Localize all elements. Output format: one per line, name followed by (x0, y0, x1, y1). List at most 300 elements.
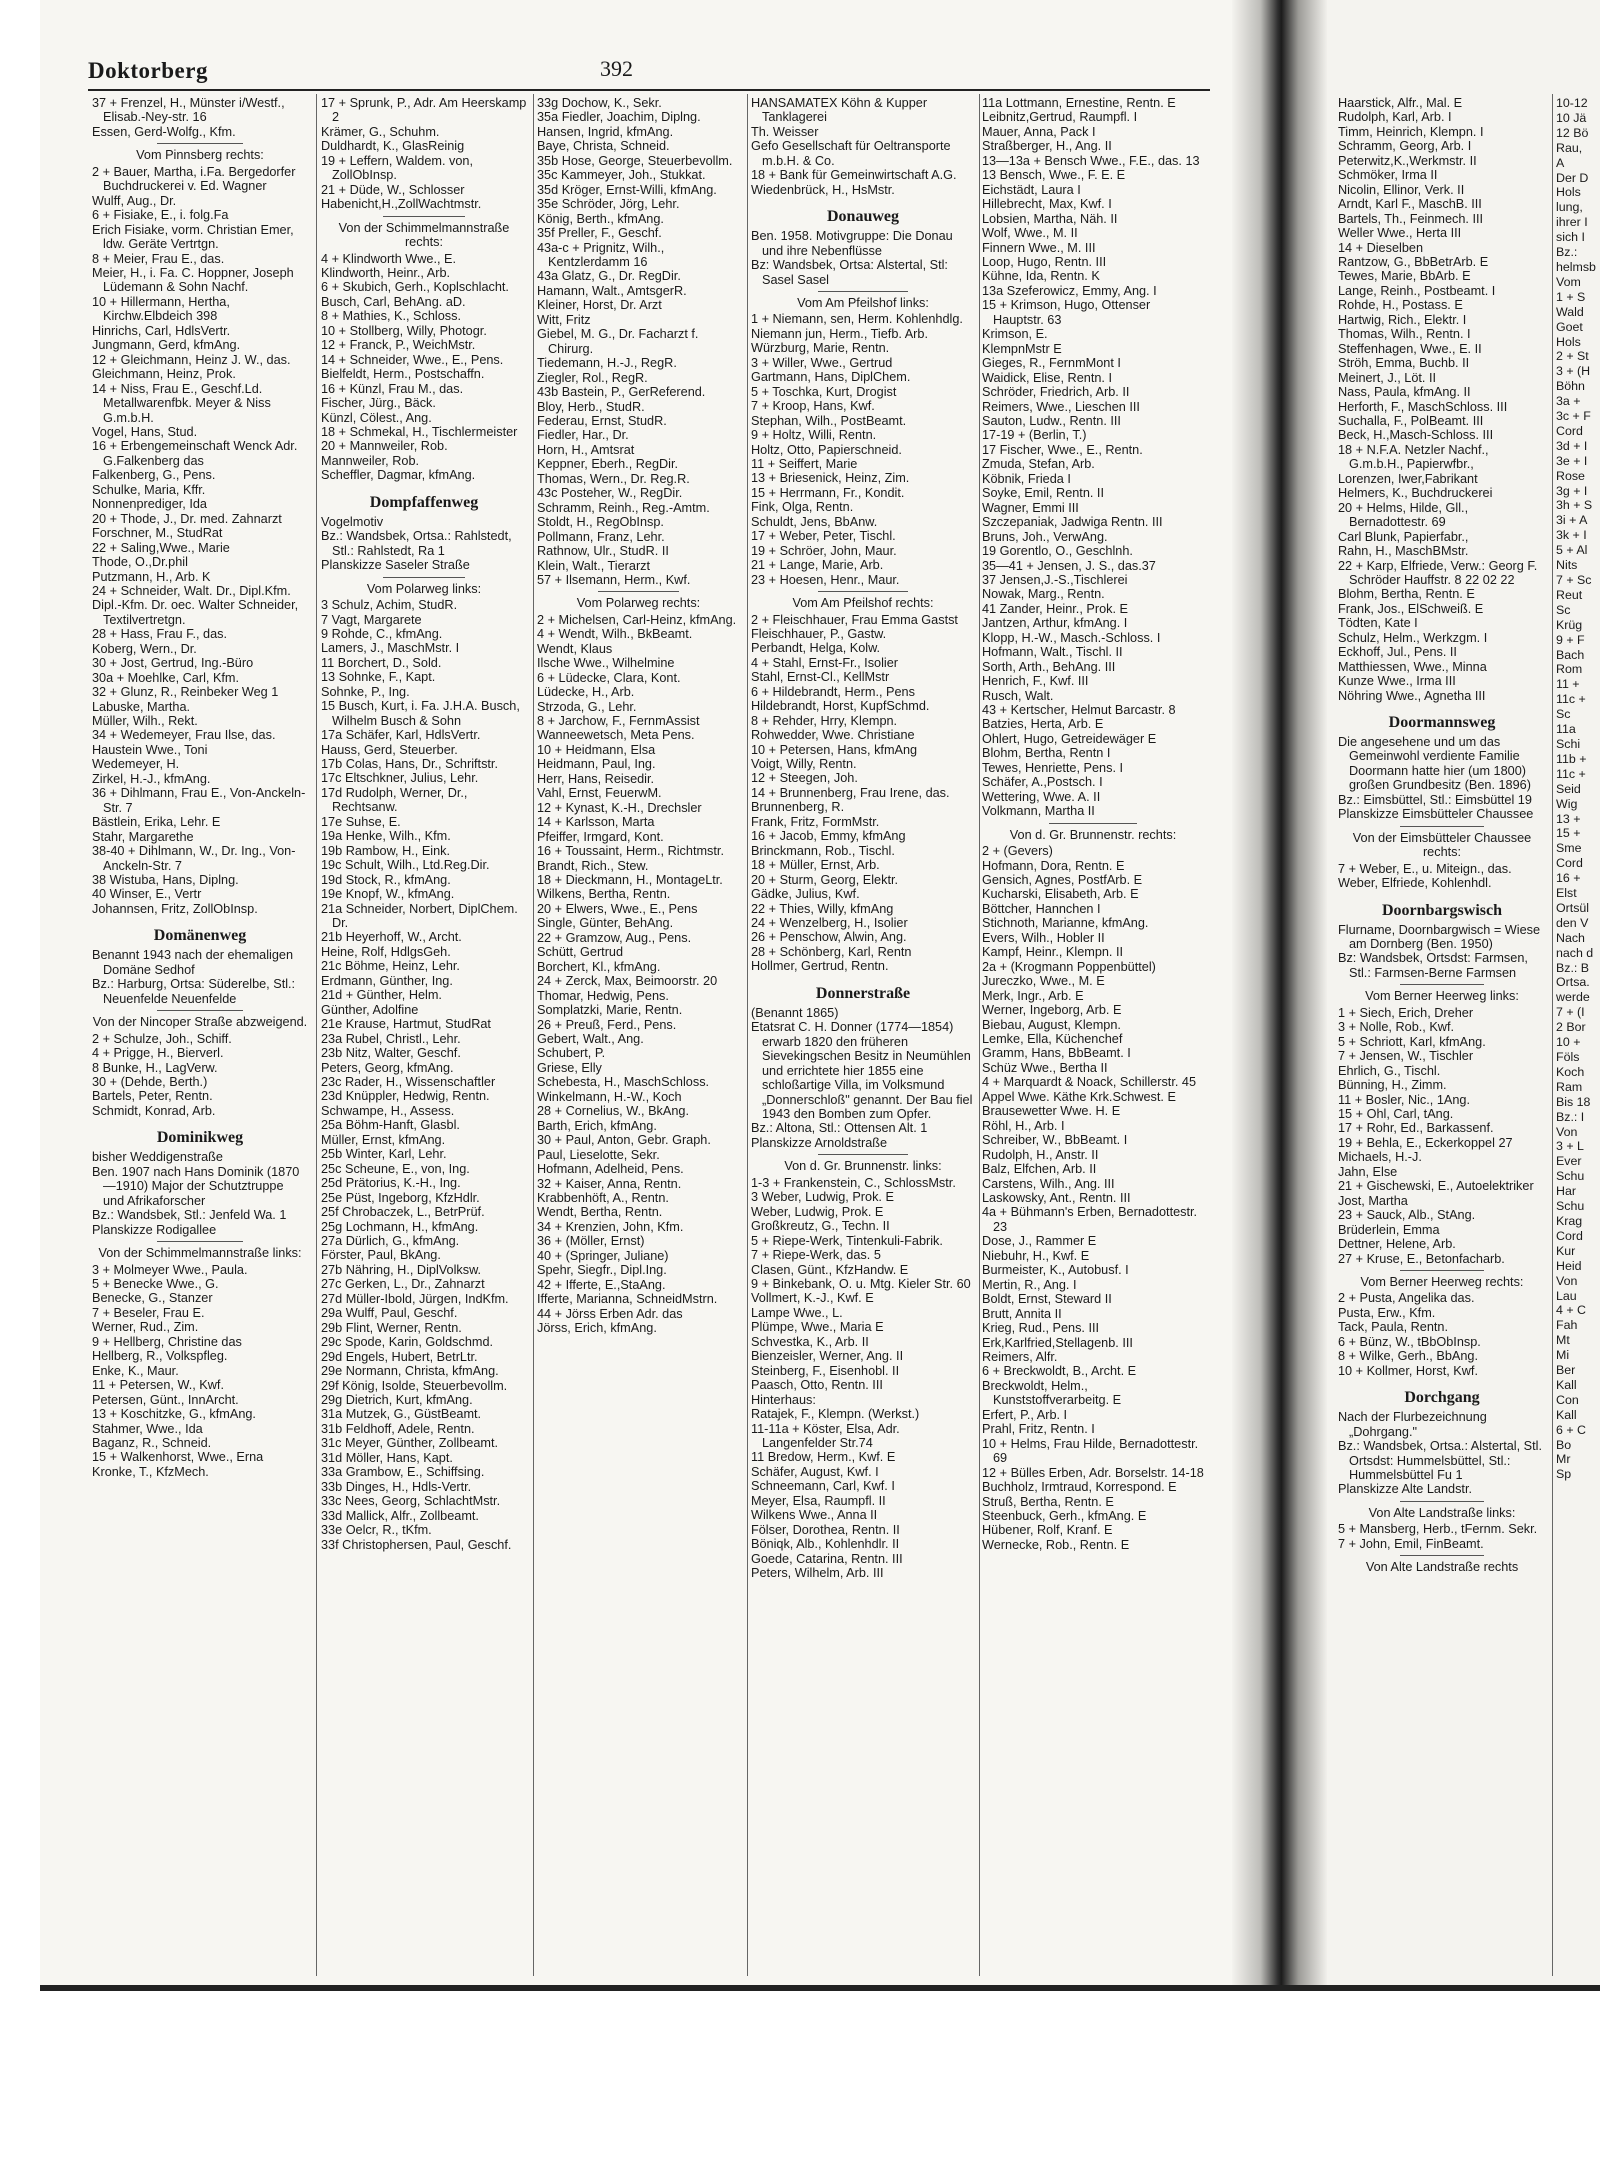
directory-entry: Forschner, M., StudRat (92, 526, 223, 541)
directory-entry: Rose (1556, 468, 1585, 483)
directory-entry: 27c Gerken, L., Dr., Zahnarzt (321, 1277, 485, 1292)
directory-entry: Gensich, Agnes, PostfArb. E (982, 873, 1143, 888)
directory-entry: Künzl, Cölest., Ang. (321, 410, 432, 425)
directory-entry: 18 + N.F.A. Netzler Nachf., G.m.b.H., Papierwfbr., (1338, 442, 1489, 472)
directory-entry: Federau, Ernst, StudR. (537, 413, 667, 428)
directory-entry: Fah (1556, 1318, 1578, 1333)
directory-entry: Günther, Adolfine (321, 1002, 419, 1017)
directory-entry: Leibnitz,Gertrud, Raumpfl. I (982, 110, 1138, 125)
header-rule (88, 89, 1210, 91)
street-heading: Dominikweg (156, 1129, 244, 1147)
directory-entry: 17e Suhse, E. (321, 814, 401, 829)
directory-entry: Fiedler, Har., Dr. (537, 428, 629, 443)
directory-entry: Bz.: I (1556, 1109, 1585, 1124)
directory-entry: Schreiber, W., BbBeamt. I (982, 1133, 1128, 1148)
directory-entry: Seid (1556, 781, 1581, 796)
directory-entry: Kunze Wwe., Irma III (1338, 674, 1456, 689)
directory-entry: Schäfer, August, Kwf. I (751, 1464, 879, 1479)
directory-entry: 17-19 + (Berlin, T.) (982, 428, 1087, 443)
directory-entry: Erk,Karlfried,Stellagenb. III (982, 1335, 1133, 1350)
directory-entry: Brunnenberg, R. (751, 800, 845, 815)
directory-entry: Horn, H., Amtsrat (537, 442, 635, 457)
directory-entry: 19 + Leffern, Waldem. von, ZollObInsp. (321, 153, 473, 183)
directory-entry: Herr, Hans, Reisedir. (537, 771, 655, 786)
directory-entry: Von (1556, 1273, 1578, 1288)
directory-entry: Ziegler, Rol., RegR. (537, 370, 648, 385)
directory-entry: 10 + Helms, Frau Hilde, Bernadottestr. 69 (982, 1436, 1199, 1466)
directory-entry: 32 + Kaiser, Anna, Rentn. (537, 1176, 682, 1191)
directory-entry: Weber, Ludwig, Prok. E (751, 1204, 884, 1219)
directory-entry: 33d Mallick, Alfr., Zollbeamt. (321, 1508, 479, 1523)
directory-entry: 4 + Stahl, Ernst-Fr., Isolier (751, 655, 899, 670)
directory-entry: Gieges, R., FernmMont I (982, 356, 1121, 371)
directory-entry: Erdmann, Günther, Ing. (321, 973, 453, 988)
directory-entry: 3h + S (1556, 498, 1593, 513)
directory-entry: 7 + (I (1556, 1005, 1585, 1020)
directory-entry: Planskizze Saseler Straße (321, 558, 470, 573)
directory-entry: 25e Püst, Ingeborg, KfzHdlr. (321, 1190, 480, 1205)
directory-entry: Nowak, Marg., Rentn. (982, 587, 1105, 602)
running-head-title: Doktorberg (88, 58, 208, 83)
directory-entry: 19 + Behla, E., Eckerkoppel 27 (1338, 1135, 1513, 1150)
directory-entry: Nonnenprediger, Ida (92, 497, 207, 512)
directory-entry: Kleiner, Horst, Dr. Arzt (537, 298, 662, 313)
directory-entry: 15 + (1556, 826, 1581, 841)
directory-entry: Hols (1556, 185, 1581, 200)
directory-entry: Hollmer, Gertrud, Rentn. (751, 959, 889, 974)
directory-entry: 3 + (H (1556, 364, 1591, 379)
directory-entry: Burmeister, K., Autobusf. I (982, 1263, 1129, 1278)
street-heading: Donnerstraße (815, 984, 911, 1002)
directory-entry: Schi (1556, 736, 1581, 751)
directory-entry: 8 + Meier, Frau E., das. (92, 251, 225, 266)
directory-entry: 14 + Karlsson, Marta (537, 815, 655, 830)
directory-entry: Meier, H., i. Fa. C. Hoppner, Joseph Lüdemann & Sohn Nachf. (92, 265, 294, 295)
directory-entry: 31d Möller, Hans, Kapt. (321, 1450, 453, 1465)
directory-entry: Förster, Paul, BkAng. (321, 1248, 441, 1263)
directory-entry: Mt (1556, 1333, 1570, 1348)
directory-entry: 18 + Müller, Ernst, Arb. (751, 858, 880, 873)
directory-entry: Haarstick, Alfr., Mal. E (1338, 96, 1463, 110)
directory-entry: 16 + Jacob, Emmy, kfmAng (751, 829, 906, 844)
directory-entry: Eichstädt, Laura I (982, 182, 1081, 197)
directory-entry: Benannt 1943 nach der ehemaligen Domäne Sedhof (92, 948, 294, 977)
directory-entry: 5 + Benecke Wwe., G. (92, 1276, 219, 1291)
directory-entry: Hofmann, Dora, Rentn. E (982, 858, 1125, 873)
directory-entry: 16 + Toussaint, Herm., Richtmstr. (537, 844, 724, 859)
directory-entry: 23b Nitz, Walter, Geschf. (321, 1046, 461, 1061)
directory-entry: 3 Weber, Ludwig, Prok. E (751, 1190, 894, 1205)
directory-entry: 24 + Wenzelberg, H., Isolier (751, 916, 908, 931)
directory-entry: Hildebrandt, Horst, KupfSchmd. (751, 699, 930, 714)
directory-entry: 11c + (1556, 766, 1586, 781)
directory-entry: 57 + Ilsemann, Herm., Kwf. (537, 572, 691, 587)
directory-entry: 37 Jensen,J.-S.,Tischlerei (982, 572, 1128, 587)
directory-entry: Reimers, Wwe., Lieschen III (982, 399, 1140, 414)
directory-entry: Hinrichs, Carl, HdlsVertr. (92, 323, 231, 338)
directory-entry: Kampf, Heinr., Klempn. II (982, 945, 1124, 960)
directory-entry: Dose, J., Rammer E (982, 1234, 1097, 1249)
directory-entry: 16 + Künzl, Frau M., das. (321, 381, 464, 396)
directory-entry: A (1556, 155, 1565, 170)
directory-entry: Peters, Wilhelm, Arb. III (751, 1566, 884, 1581)
directory-entry: Barth, Erich, kfmAng. (537, 1118, 657, 1133)
directory-entry: 40 + (Springer, Juliane) (537, 1248, 669, 1263)
directory-entry: Spehr, Siegfr., Dipl.Ing. (537, 1263, 667, 1278)
directory-entry: Perbandt, Helga, Kolw. (751, 641, 881, 656)
directory-entry: Krabbenhöft, A., Rentn. (537, 1190, 669, 1205)
directory-entry: Har (1556, 1184, 1576, 1199)
directory-entry: Bz.: Harburg, Ortsa: Süderelbe, Stl.: Neuenfelde Neuenfelde (92, 977, 296, 1006)
directory-entry: Hartwig, Rich., Elektr. I (1338, 312, 1467, 327)
directory-entry: 29c Spode, Karin, Goldschmd. (321, 1335, 494, 1350)
directory-entry: Jureczko, Wwe., M. E (982, 974, 1105, 989)
directory-entry: 10 + Petersen, Hans, kfmAng (751, 742, 918, 757)
directory-entry: Bartels, Th., Feinmech. III (1338, 211, 1484, 226)
directory-entry: Kur (1556, 1243, 1576, 1258)
directory-entry: 21b Heyerhoff, W., Archt. (321, 930, 462, 945)
directory-entry: Bz.: Wandsbek, Ortsa.: Rahlstedt, Stl.: Rahlstedt, Ra 1 (321, 529, 512, 558)
directory-entry: Niemann jun, Herm., Tiefb. Arb. (751, 326, 928, 341)
column-divider (533, 94, 534, 1976)
directory-entry: 21 + Lange, Marie, Arb. (751, 558, 884, 573)
directory-entry: 9 + Holtz, Willi, Rentn. (751, 428, 877, 443)
directory-entry: Stahr, Margarethe (92, 829, 194, 844)
directory-entry: Rahn, H., MaschBMstr. (1338, 544, 1469, 559)
directory-entry: 8 + Rehder, Hrry, Klempn. (751, 713, 898, 728)
directory-entry: Brandt, Rich., Stew. (537, 858, 649, 873)
directory-entry: 19b Rambow, H., Eink. (321, 843, 451, 858)
directory-entry: Gädke, Julius, Kwf. (751, 887, 860, 902)
section-subheading: Vom Am Pfeilshof links: (751, 291, 975, 310)
directory-entry: Rathnow, Ulr., StudR. II (537, 544, 669, 559)
directory-entry: Plümpe, Wwe., Maria E (751, 1320, 884, 1335)
directory-entry: 19a Henke, Wilh., Kfm. (321, 829, 451, 844)
directory-entry: 1 + S (1556, 289, 1586, 304)
directory-entry: 3 + Nolle, Rob., Kwf. (1338, 1020, 1455, 1035)
directory-entry: 14 + Dieselben (1338, 240, 1423, 255)
directory-entry: 33g Dochow, K., Sekr. (537, 96, 662, 110)
directory-entry: Gefo Gesellschaft für Oeltransporte m.b.H. & Co. (751, 139, 951, 168)
directory-column-1 (92, 96, 308, 1981)
directory-entry: Erfert, P., Arb. I (982, 1407, 1068, 1422)
directory-entry: Niebuhr, H., Kwf. E (982, 1248, 1090, 1263)
directory-entry: Brüderlein, Emma (1338, 1222, 1440, 1237)
directory-entry: Goet (1556, 319, 1583, 334)
directory-entry: werde (1556, 990, 1590, 1005)
directory-entry: 33b Dinges, H., Hdls-Vertr. (321, 1479, 472, 1494)
directory-entry: Böniqk, Alb., Kohlenhdlr. II (751, 1537, 900, 1552)
directory-entry: Buchholz, Irmtraud, Korrespond. E (982, 1480, 1177, 1495)
directory-entry: Bielfeldt, Herm., Postschaffn. (321, 367, 485, 382)
directory-entry: Planskizze Rodigallee (92, 1222, 217, 1237)
directory-entry: Heid (1556, 1258, 1582, 1273)
directory-entry: Szczepaniak, Jadwiga Rentn. III (982, 515, 1163, 530)
directory-entry: Brausewetter Wwe. H. E (982, 1104, 1121, 1119)
directory-entry: 6 + Fisiake, E., i. folg.Fa (92, 208, 229, 223)
directory-entry: 26 + Preuß, Ferd., Pens. (537, 1017, 677, 1032)
directory-entry: Fölser, Dorothea, Rentn. II (751, 1522, 900, 1537)
directory-entry: 14 + Niss, Frau E., Geschf.Ld. Metallwarenfbk. Meyer & Niss G.m.b.H. (92, 381, 271, 425)
directory-entry: 35d Kröger, Ernst-Willi, kfmAng. (537, 182, 717, 197)
directory-entry: Wald (1556, 304, 1584, 319)
directory-entry: Zmuda, Stefan, Arb. (982, 457, 1095, 472)
directory-entry: Jantzen, Arthur, kfmAng. I (982, 616, 1128, 631)
directory-entry: 27a Dürlich, G., kfmAng. (321, 1233, 460, 1248)
directory-entry: Hinterhaus: (751, 1392, 816, 1407)
directory-entry: Bz.: Eimsbüttel, Stl.: Eimsbüttel 19 (1338, 792, 1532, 807)
directory-entry: Rusch, Walt. (982, 688, 1054, 703)
directory-entry: Thomas, Wilh., Rentn. I (1338, 327, 1471, 342)
directory-entry: Pollmann, Franz, Lehr. (537, 529, 665, 544)
directory-entry: Bartels, Peter, Rentn. (92, 1089, 213, 1104)
directory-entry: Enke, K., Maur. (92, 1363, 179, 1378)
section-subheading: Vom Polarweg links: (321, 577, 527, 596)
directory-entry: Werner, Rud., Zim. (92, 1320, 199, 1335)
directory-entry: Weller Wwe., Herta III (1338, 226, 1462, 241)
directory-entry: Steffenhagen, Wwe., E. II (1338, 341, 1482, 356)
street-heading: Donauweg (826, 208, 899, 226)
directory-entry: 11 Borchert, D., Sold. (321, 655, 442, 670)
directory-entry: 15 + Walkenhorst, Wwe., Erna (92, 1450, 264, 1465)
directory-entry: Peters, Georg, kfmAng. (321, 1060, 454, 1075)
directory-entry: 13 Bensch, Wwe., F. E. E (982, 168, 1126, 183)
directory-entry: 27b Nähring, H., DiplVolksw. (321, 1262, 482, 1277)
directory-entry: Benecke, G., Stanzer (92, 1291, 213, 1306)
directory-entry: 2 + (Gevers) (982, 844, 1053, 859)
directory-entry: 30 + Jost, Gertrud, Ing.-Büro (92, 656, 254, 671)
directory-entry: Vogelmotiv (321, 514, 384, 529)
directory-entry: 43a-c + Prignitz, Wilh., Kentzlerdamm 16 (537, 240, 665, 269)
directory-entry: 8 Bunke, H., LagVerw. (92, 1060, 218, 1075)
directory-entry: Weber, Elfriede, Kohlenhdl. (1338, 876, 1492, 891)
directory-entry: Schröder, Friedrich, Arb. II (982, 385, 1130, 400)
directory-entry: 17b Colas, Hans, Dr., Schriftstr. (321, 757, 498, 772)
directory-entry: HANSAMATEX Köhn & Kupper Tanklagerei (751, 96, 928, 125)
directory-entry: Schulke, Maria, Kffr. (92, 482, 206, 497)
directory-entry: Von (1556, 1124, 1578, 1139)
directory-entry: Biebau, August, Klempn. (982, 1017, 1121, 1032)
directory-entry: Suchalla, F., PolBeamt. III (1338, 413, 1484, 428)
directory-entry: Schramm, Reinh., Reg.-Amtm. (537, 500, 710, 515)
directory-entry: 3g + I (1556, 483, 1588, 498)
section-subheading: Vom Berner Heerweg rechts: (1338, 1270, 1546, 1289)
directory-entry: 33f Christophersen, Paul, Geschf. (321, 1537, 512, 1552)
directory-entry: 7 + Kroop, Hans, Kwf. (751, 399, 875, 414)
directory-entry: Lange, Reinh., Postbeamt. I (1338, 283, 1496, 298)
directory-entry: Eckhoff, Jul., Pens. II (1338, 645, 1457, 660)
directory-entry: 32 + Glunz, R., Reinbeker Weg 1 (92, 685, 279, 700)
directory-entry: 38 Wistuba, Hans, Diplng. (92, 873, 239, 888)
directory-entry: Jost, Martha (1338, 1193, 1408, 1208)
directory-entry: Borchert, Kl., kfmAng. (537, 959, 661, 974)
directory-entry: KlempnMstr E (982, 341, 1062, 356)
directory-entry: Kronke, T., KfzMech. (92, 1464, 209, 1479)
directory-entry: Tödten, Kate I (1338, 616, 1418, 631)
directory-entry: 29d Engels, Hubert, BetrLtr. (321, 1349, 478, 1364)
directory-entry: Bloy, Herb., StudR. (537, 399, 645, 414)
directory-entry: Sc (1556, 602, 1571, 617)
directory-entry: Wolf, Wwe., M. II (982, 226, 1078, 241)
directory-entry: Frank, Fritz, FormMstr. (751, 814, 880, 829)
directory-entry: Tack, Paula, Rentn. (1338, 1320, 1449, 1335)
directory-entry: 7 + Beseler, Frau E. (92, 1305, 205, 1320)
directory-entry: Appel Wwe. Käthe Krk.Schwest. E (982, 1089, 1176, 1104)
directory-entry: 25f Chrobaczek, L., BetrPrüf. (321, 1205, 485, 1220)
directory-entry: 22 + Saling,Wwe., Marie (92, 540, 230, 555)
directory-entry: Nicolin, Ellinor, Verk. II (1338, 182, 1465, 197)
directory-entry: Wernecke, Rob., Rentn. E (982, 1537, 1130, 1552)
directory-entry: Arndt, Karl F., MaschB. III (1338, 197, 1482, 212)
directory-entry: Flurname, Doornbargwisch = Wiese am Dornberg (Ben. 1950) (1338, 922, 1541, 952)
directory-entry: 33e Oelcr, R., tKfm. (321, 1523, 432, 1538)
directory-entry: Großkreutz, G., Techn. II (751, 1219, 890, 1234)
directory-entry: Elst (1556, 886, 1577, 901)
directory-entry: 9 + Hellberg, Christine das (92, 1334, 242, 1349)
directory-entry: 7 + Riepe-Werk, das. 5 (751, 1248, 881, 1263)
directory-entry: 9 Rohde, C., kfmAng. (321, 626, 443, 641)
directory-entry: 8 + Wilke, Gerh., BbAng. (1338, 1349, 1478, 1364)
directory-entry: 21 + Düde, W., Schlosser (321, 182, 465, 197)
directory-column-4 (751, 96, 975, 1981)
directory-entry: Winkelmann, H.-W., Koch (537, 1089, 682, 1104)
directory-entry: Holtz, Otto, Papierschneid. (751, 442, 902, 457)
directory-entry: Die angesehene und um das Gemeinwohl verdiente Familie Doormann hatte hier (um 1800) großen Grundbesitz (Ben. 1896) (1338, 735, 1531, 793)
directory-entry: Bz.: B (1556, 960, 1590, 975)
directory-entry: 24 + Zerck, Max, Beimoorstr. 20 (537, 974, 718, 989)
directory-entry: Wendt, Klaus (537, 641, 613, 656)
directory-entry: Cord (1556, 1228, 1583, 1243)
directory-entry: 37 + Frenzel, H., Münster i/Westf., Elisab.-Ney-str. 16 (92, 96, 285, 125)
directory-entry: 2 + Pusta, Angelika das. (1338, 1291, 1475, 1306)
directory-entry: 21a Schneider, Norbert, DiplChem. Dr. (321, 901, 518, 931)
directory-entry: Stephan, Wilh., PostBeamt. (751, 413, 907, 428)
directory-entry: 7 + John, Emil, FinBeamt. (1338, 1536, 1484, 1551)
directory-entry: Witt, Fritz (537, 312, 591, 327)
directory-entry: 33a Grambow, E., Schiffsing. (321, 1465, 485, 1480)
directory-entry: Zirkel, H.-J., kfmAng. (92, 771, 211, 786)
directory-entry: 23 + Hoesen, Henr., Maur. (751, 572, 900, 587)
directory-entry: Bz.: Altona, Stl.: Ottensen Alt. 1 (751, 1121, 928, 1136)
directory-entry: Rohde, H., Postass. E (1338, 298, 1463, 313)
directory-entry: 6 + Lüdecke, Clara, Kont. (537, 670, 681, 685)
directory-entry: Blohm, Bertha, Rentn I (982, 746, 1111, 761)
directory-entry: Steinberg, F., Eisenhobl. II (751, 1363, 900, 1378)
directory-entry: Cord (1556, 423, 1583, 438)
directory-entry: Hillebrecht, Max, Kwf. I (982, 197, 1112, 212)
section-subheading: Von Alte Landstraße links: (1338, 1501, 1546, 1520)
directory-entry: Habenicht,H.,ZollWachtmstr. (321, 197, 482, 212)
directory-entry: Thomar, Hedwig, Pens. (537, 988, 669, 1003)
directory-entry: Krimson, E. (982, 327, 1048, 342)
directory-entry: Duldhardt, K., GlasReinig (321, 139, 465, 154)
directory-entry: Lorenzen, Iwer,Fabrikant (1338, 471, 1478, 486)
directory-entry: 17 + Weber, Peter, Tischl. (751, 529, 896, 544)
directory-entry: Ströh, Emma, Buchb. II (1338, 356, 1470, 371)
directory-entry: Vahl, Ernst, FeuerwM. (537, 786, 662, 801)
directory-entry: 15 + Herrmann, Fr., Kondit. (751, 485, 905, 500)
directory-entry: Schwampe, H., Assess. (321, 1103, 455, 1118)
directory-entry: 35c Kammeyer, Joh., Stukkat. (537, 168, 706, 183)
directory-entry: Paasch, Otto, Rentn. III (751, 1378, 883, 1393)
directory-entry: Goede, Catarina, Rentn. III (751, 1551, 903, 1566)
directory-entry: Schvestka, K., Arb. II (751, 1334, 869, 1349)
directory-entry: 17 + Sprunk, P., Adr. Am Heerskamp 2 (321, 96, 527, 125)
directory-entry: 29f König, Isolde, Steuerbevollm. (321, 1378, 508, 1393)
directory-entry: Wettering, Wwe. A. II (982, 789, 1101, 804)
directory-entry: Ifferte, Marianna, SchneidMstrn. (537, 1292, 718, 1307)
directory-entry: Blohm, Bertha, Rentn. E (1338, 587, 1475, 602)
directory-entry: Keppner, Eberh., RegDir. (537, 457, 679, 472)
directory-entry: 20 + Elwers, Wwe., E., Pens (537, 901, 698, 916)
directory-entry: Heidmann, Paul, Ing. (537, 757, 656, 772)
directory-entry: 7 Vagt, Margarete (321, 612, 422, 627)
section-subheading: Von d. Gr. Brunnenstr. links: (751, 1154, 975, 1173)
directory-entry: 17 + Rohr, Ed., Barkassenf. (1338, 1121, 1494, 1136)
directory-entry: 33c Nees, Georg, SchlachtMstr. (321, 1494, 501, 1509)
directory-entry: Hauss, Gerd, Steuerber. (321, 742, 458, 757)
directory-entry: Bach (1556, 647, 1585, 662)
directory-entry: 2 + Fleischhauer, Frau Emma Gastst (751, 612, 958, 627)
directory-entry: 2 + St (1556, 349, 1589, 364)
directory-entry: 28 + Schönberg, Karl, Rentn (751, 944, 912, 959)
directory-entry: Ilsche Wwe., Wilhelmine (537, 656, 675, 671)
directory-entry: lung, (1556, 200, 1583, 215)
directory-entry: Wig (1556, 796, 1578, 811)
directory-entry: Schmidt, Konrad, Arb. (92, 1103, 216, 1118)
directory-entry: Loop, Hugo, Rentn. III (982, 254, 1107, 269)
directory-entry: Volkmann, Martha II (982, 804, 1095, 819)
directory-entry: Finnern Wwe., M. III (982, 240, 1096, 255)
directory-entry: Helmers, K., Buchdruckerei (1338, 486, 1493, 501)
directory-entry: Fischer, Jürg., Bäck. (321, 396, 436, 411)
directory-entry: Single, Günter, BehAng. (537, 916, 674, 931)
directory-entry: Würzburg, Marie, Rentn. (751, 341, 890, 356)
directory-entry: 34 + Krenzien, John, Kfm. (537, 1219, 684, 1234)
section-subheading: Vom Polarweg rechts: (537, 591, 740, 610)
directory-entry: 10-12 (1556, 96, 1588, 110)
street-heading: Doormannsweg (1388, 714, 1496, 732)
directory-entry: Hamann, Walt., AmtsgerR. (537, 283, 687, 298)
directory-entry: Essen, Gerd-Wolfg., Kfm. (92, 124, 236, 139)
directory-entry: Planskizze Eimsbütteler Chaussee (1338, 807, 1534, 822)
directory-entry: 29b Flint, Werner, Rentn. (321, 1320, 462, 1335)
directory-entry: Ber (1556, 1363, 1576, 1378)
directory-entry: Pusta, Erw., Kfm. (1338, 1305, 1436, 1320)
directory-entry: 10 + Kollmer, Horst, Kwf. (1338, 1363, 1478, 1378)
directory-entry: 25g Lochmann, H., kfmAng. (321, 1219, 479, 1234)
directory-entry: 17c Eltschkner, Julius, Lehr. (321, 771, 479, 786)
directory-entry: 11 + Bosler, Nic., 1Ang. (1338, 1092, 1470, 1107)
directory-entry: Müller, Wilh., Rekt. (92, 714, 198, 729)
directory-entry: 15 + Ohl, Carl, tAng. (1338, 1107, 1454, 1121)
directory-entry: 15 Busch, Kurt, i. Fa. J.H.A. Busch, Wilhelm Busch & Sohn (321, 699, 520, 728)
directory-entry: Koch (1556, 1064, 1585, 1079)
directory-entry: 30 + (Dehde, Berth.) (92, 1075, 208, 1089)
directory-entry: 3e + I (1556, 453, 1588, 468)
directory-entry: Th. Weisser (751, 124, 819, 139)
directory-entry: 20 + Mannweiler, Rob. (321, 439, 448, 454)
directory-entry: Sc (1556, 707, 1571, 722)
directory-entry: Schuldt, Jens, BbAnw. (751, 514, 878, 529)
directory-entry: 6 + C (1556, 1422, 1586, 1437)
directory-entry: Prahl, Fritz, Rentn. I (982, 1422, 1095, 1437)
directory-entry: Schneemann, Carl, Kwf. I (751, 1479, 895, 1494)
directory-entry: Gleichmann, Heinz, Prok. (92, 367, 236, 382)
directory-entry: Fleischhauer, P., Gastw. (751, 626, 887, 641)
directory-entry: Werner, Ingeborg, Arb. E (982, 1003, 1122, 1018)
directory-entry: Evers, Wilh., Hobler II (982, 930, 1105, 945)
